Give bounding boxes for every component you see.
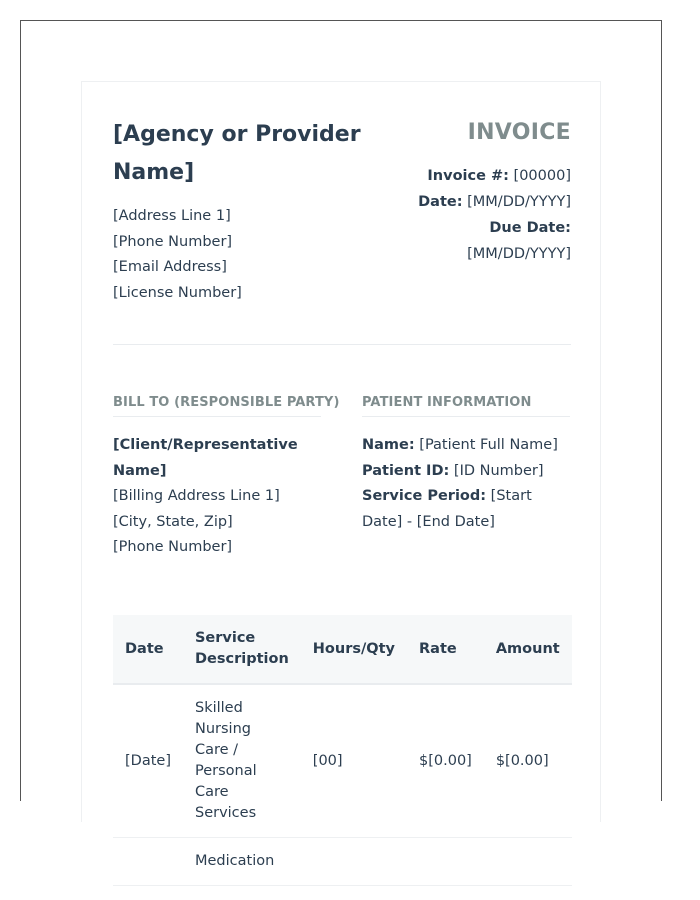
- agency-name: [Agency or Provider Name]: [113, 122, 361, 185]
- cell-hours-qty: [00]: [301, 684, 407, 838]
- agency-email: [Email Address]: [113, 259, 227, 275]
- cell-amount: $[0.00]: [484, 684, 572, 838]
- column-header-hours-qty: Hours/Qty: [301, 615, 407, 684]
- cell-rate: $[0.00]: [407, 684, 484, 838]
- invoice-date-label: Date:: [418, 194, 463, 210]
- invoice-date: [391, 189, 571, 215]
- bill-to-block: [113, 392, 340, 561]
- services-table: [113, 615, 572, 886]
- service-period-value: [Start Date] - [End Date]: [362, 488, 532, 530]
- invoice-header: [113, 116, 571, 344]
- service-period-label: Service Period:: [362, 488, 487, 504]
- billing-section: [113, 392, 571, 562]
- services-table-header: [113, 615, 572, 684]
- cell-date: [Date]: [113, 684, 183, 838]
- column-header-date: Date: [113, 615, 183, 684]
- bill-to-details: [113, 433, 321, 561]
- agency-address: [Address Line 1]: [113, 208, 231, 224]
- invoice-number-label: Invoice #:: [427, 168, 509, 184]
- invoice-meta: [391, 163, 571, 267]
- invoice-content: [113, 116, 571, 869]
- cell-service-description: Medication: [183, 838, 301, 886]
- service-period: [362, 484, 570, 535]
- cell-amount: [484, 838, 572, 886]
- column-header-rate: Rate: [407, 615, 484, 684]
- billing-city-state-zip: [City, State, Zip]: [113, 513, 233, 530]
- table-row: [113, 838, 572, 886]
- cell-service-description: Skilled Nursing Care / Personal Care Services: [183, 684, 301, 838]
- table-row: [113, 684, 572, 838]
- invoice-document: [81, 81, 601, 869]
- cell-date: [113, 838, 183, 886]
- header-divider: [113, 344, 571, 345]
- agency-contact: [113, 204, 242, 306]
- patient-info-heading: PATIENT INFORMATION: [362, 392, 570, 417]
- agency-phone: [Phone Number]: [113, 233, 233, 250]
- page-frame: [20, 20, 662, 869]
- agency-license: [License Number]: [113, 284, 242, 301]
- invoice-date-value: [MM/DD/YYYY]: [467, 194, 571, 210]
- patient-id-value: [ID Number]: [453, 462, 544, 479]
- invoice-title: INVOICE: [467, 120, 571, 145]
- due-date-label: Due Date:: [489, 220, 571, 236]
- cell-hours-qty: [301, 838, 407, 886]
- due-date-value: [MM/DD/YYYY]: [467, 246, 571, 262]
- cell-rate: [407, 838, 484, 886]
- invoice-due-date: [391, 215, 571, 267]
- invoice-number-value: [00000]: [513, 168, 571, 184]
- column-header-amount: Amount: [484, 615, 572, 684]
- patient-id-label: Patient ID:: [362, 462, 450, 479]
- patient-name-label: Name:: [362, 437, 415, 453]
- patient-info-block: [362, 392, 570, 535]
- patient-details: [362, 433, 570, 535]
- patient-id: [362, 459, 570, 485]
- client-name: [Client/Representative Name]: [113, 437, 298, 479]
- patient-name-value: [Patient Full Name]: [419, 437, 558, 453]
- billing-address: [Billing Address Line 1]: [113, 488, 280, 504]
- bill-to-heading: BILL TO (RESPONSIBLE PARTY): [113, 392, 321, 417]
- billing-phone: [Phone Number]: [113, 539, 233, 555]
- patient-name: [362, 433, 570, 459]
- invoice-number: [391, 163, 571, 189]
- column-header-service-description: Service Description: [183, 615, 301, 684]
